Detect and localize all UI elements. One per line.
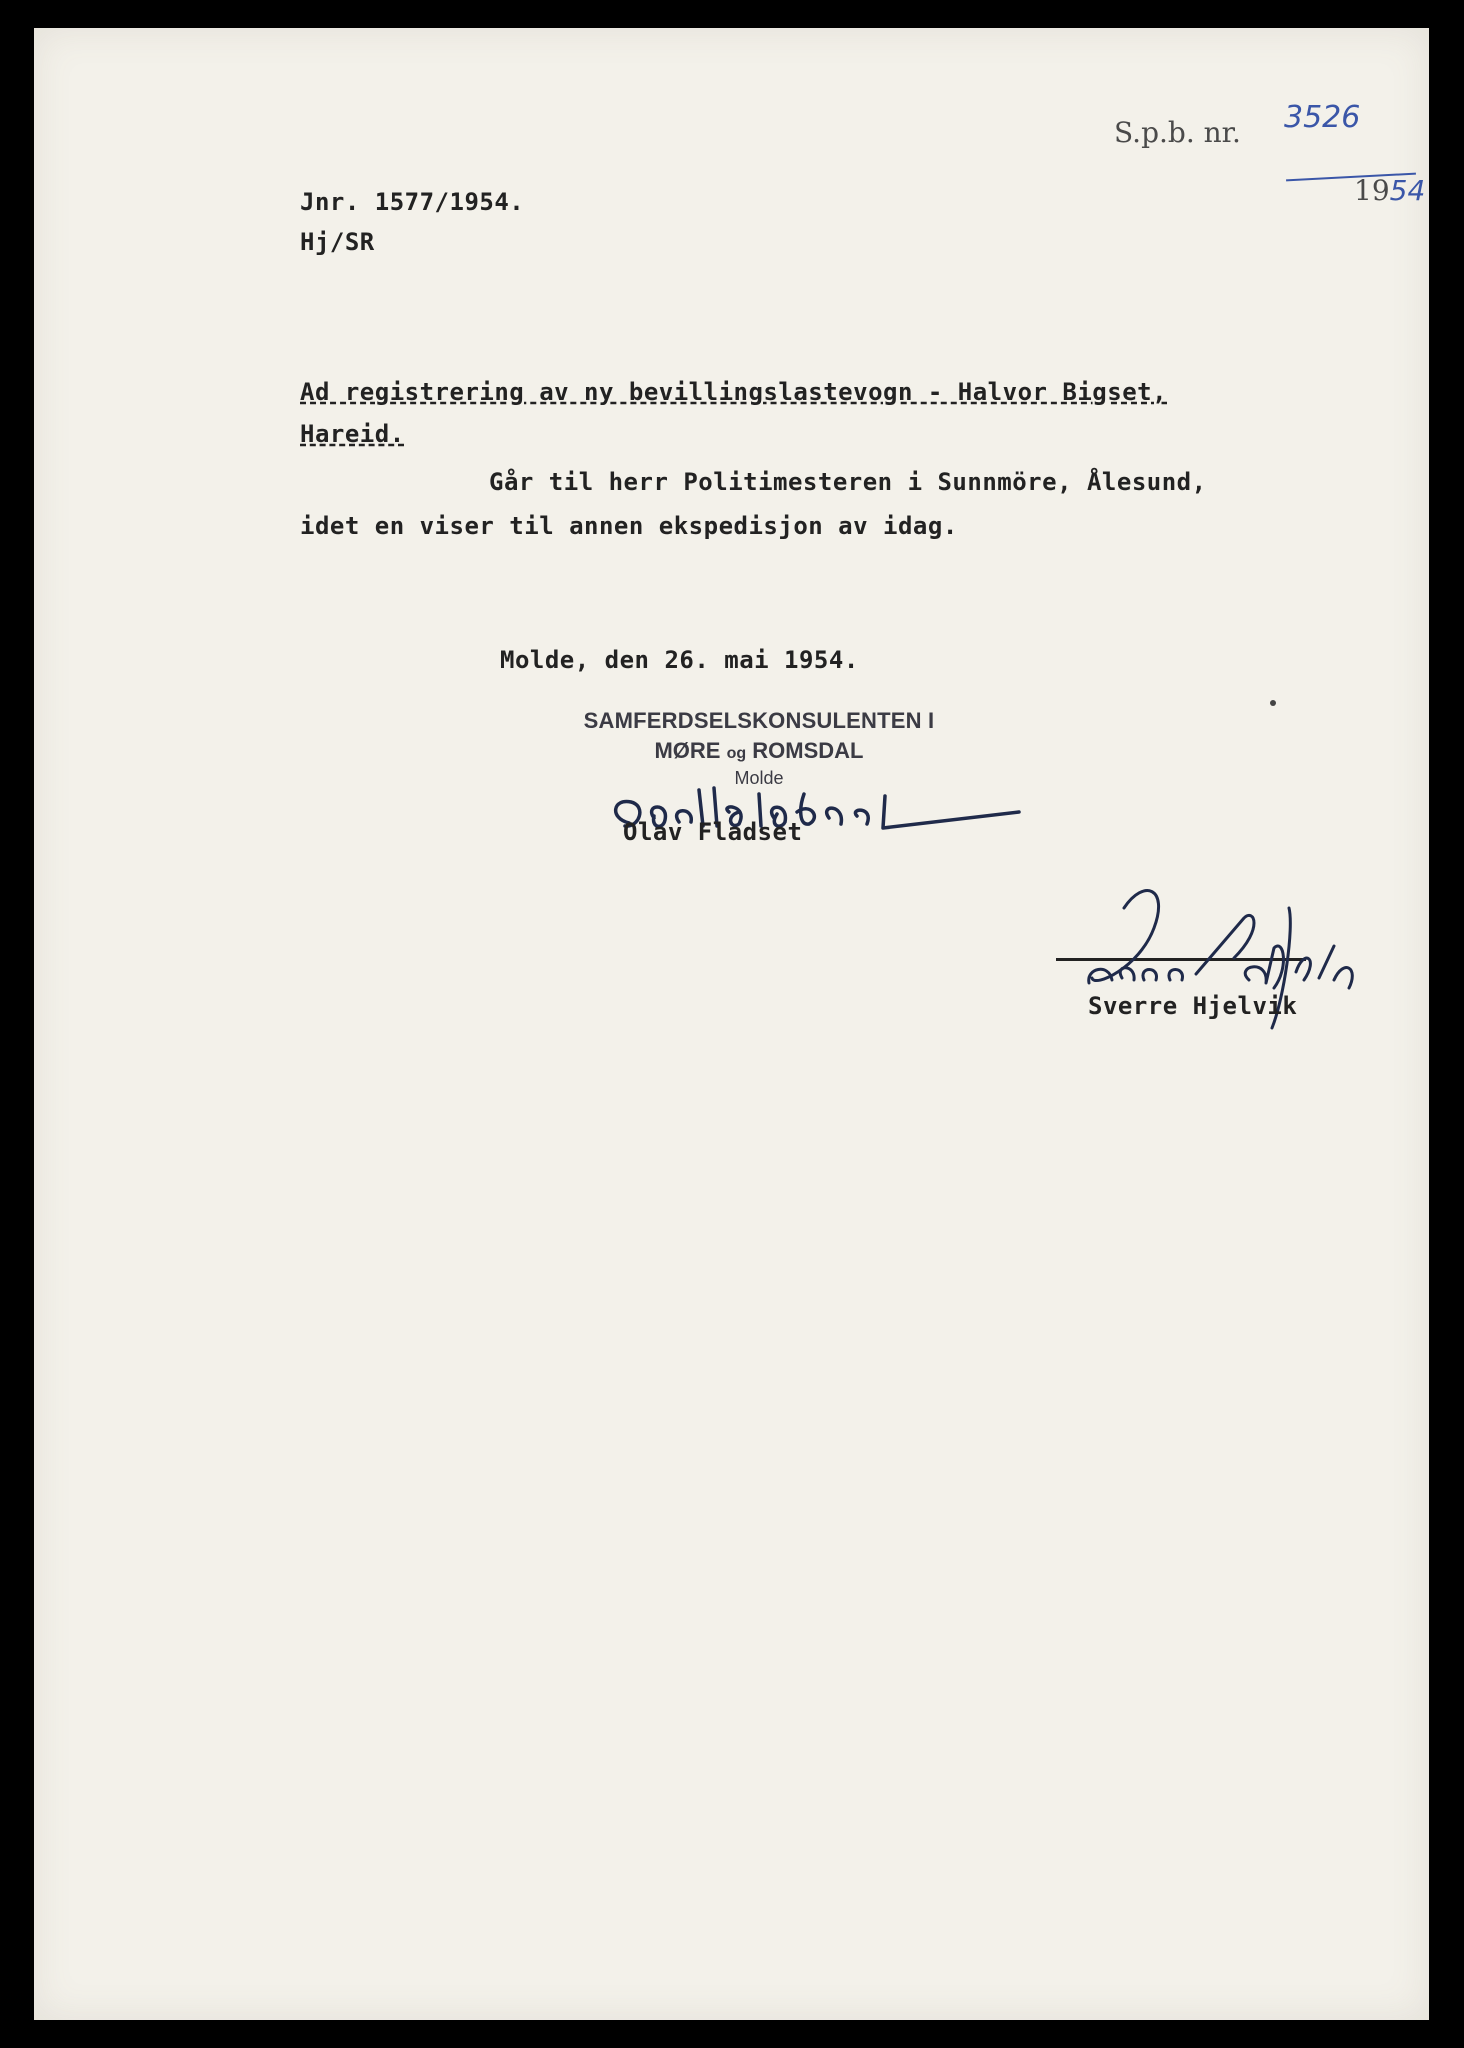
- stamp-year-hand: 54: [1389, 174, 1426, 207]
- office-stamp-romsdal: ROMSDAL: [752, 738, 864, 763]
- office-stamp-more: MØRE: [654, 738, 721, 763]
- body-line-2: idet en viser til annen ekspedisjon av idag.: [300, 512, 958, 540]
- signatory-second-name: Sverre Hjelvik: [1088, 992, 1298, 1020]
- office-stamp-line-3: Molde: [734, 768, 784, 788]
- paper-speck: [1270, 700, 1276, 706]
- journal-number: Jnr. 1577/1954.: [300, 188, 525, 216]
- signature-hjelvik: [1034, 868, 1394, 1048]
- office-stamp-line-1: SAMFERDSELSKONSULENTEN I: [583, 708, 935, 733]
- office-stamp-og: og: [726, 745, 747, 762]
- place-date: Molde, den 26. mai 1954.: [500, 646, 859, 674]
- signatory-first-name: Olav Fladset: [623, 818, 803, 846]
- stamp-year-printed: 19: [1354, 174, 1390, 207]
- stamp-label: S.p.b. nr.: [1114, 116, 1241, 149]
- stamp-number: 3526: [1284, 100, 1361, 135]
- initials: Hj/SR: [300, 228, 375, 256]
- subject-line-2: Hareid.: [300, 420, 405, 448]
- body-line-1: Går til herr Politimesteren i Sunnmöre, Ålesund,: [489, 468, 1207, 496]
- stamp-year: [1354, 174, 1425, 207]
- office-stamp-line-2: [564, 738, 954, 764]
- subject-line-1: Ad registrering av ny bevillingslastevogn - Halvor Bigset,: [300, 378, 1168, 406]
- document-page: [34, 28, 1429, 2020]
